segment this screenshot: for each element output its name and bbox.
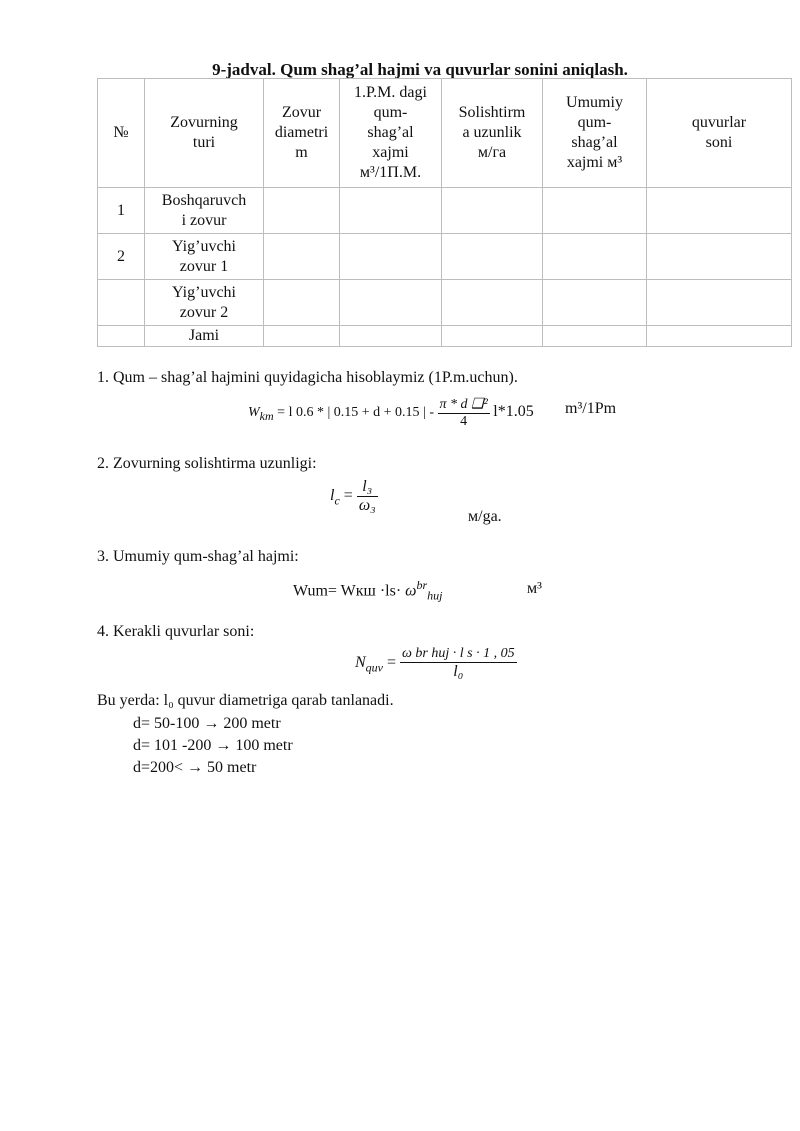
column-header-3: Zovur diametri m <box>264 79 340 188</box>
formula-2-unit: м/ga. <box>468 508 502 525</box>
cell-number <box>98 326 145 347</box>
cell-empty <box>442 234 543 280</box>
formula-2-den: ω₃ <box>358 497 376 514</box>
table-row <box>98 234 792 280</box>
cell-empty <box>340 326 442 347</box>
formula-3-main: Wum= Wкш ·ls· <box>293 582 402 600</box>
formula-1-unit: m³/1Pm <box>565 400 617 417</box>
column-header-5: Solishtirm a uzunlik м/га <box>442 79 543 188</box>
cell-number: 2 <box>98 234 145 280</box>
cell-empty <box>264 188 340 234</box>
cell-number <box>98 280 145 326</box>
column-header-1: № <box>98 79 145 188</box>
formula-4: $N_{quv}$ = $\frac{\text{ω br huj · l s · 1 , 05}}{\text{l₀}}$ <box>355 646 515 680</box>
table-header-row <box>98 79 792 188</box>
cell-number: 1 <box>98 188 145 234</box>
formula-4-n: N <box>355 654 366 672</box>
column-header-6: Umumiy qum- shag’al xajmi м³ <box>543 79 647 188</box>
cell-empty <box>264 326 340 347</box>
formula-1-tail: l*1.05 <box>493 403 534 421</box>
cell-empty <box>442 188 543 234</box>
cell-drain-type: Yig’uvchi zovur 2 <box>145 280 264 326</box>
paragraph-5: Bu yerda: l₀ quvur diametriga qarab tanlanadi. <box>97 692 394 709</box>
cell-drain-type: Boshqaruvch i zovur <box>145 188 264 234</box>
formula-1 <box>248 396 534 430</box>
cell-drain-type: Yig’uvchi zovur 1 <box>145 234 264 280</box>
formula-3-unit: м³ <box>527 580 542 597</box>
cell-empty <box>543 326 647 347</box>
formula-4-fraction <box>400 646 517 681</box>
formula-1-fraction <box>438 396 490 430</box>
paragraph-2: 2. Zovurning solishtirma uzunligi: <box>97 455 317 472</box>
diameter-rule-1: d= 50-100 → 200 metr <box>133 715 281 732</box>
table-row-total <box>98 326 792 347</box>
formula-2: $l_c$ = $\frac{\text{l₃}}{\text{ω₃}}$ <box>330 478 376 514</box>
formula-4-sub: quv <box>365 660 383 675</box>
formula-1-w: W <box>248 405 260 421</box>
formula-1-num: π * d ❑² <box>439 397 488 412</box>
paragraph-4: 4. Kerakli quvurlar soni: <box>97 623 255 640</box>
cell-empty <box>264 280 340 326</box>
formula-3-omega: ω <box>405 582 417 600</box>
paragraph-3: 3. Umumiy qum-shag’al hajmi: <box>97 548 299 565</box>
formula-2-fraction <box>357 478 378 515</box>
formula-1-body: = l 0.6 * | 0.15 + d + 0.15 | - <box>277 405 435 421</box>
cell-drain-type: Jami <box>145 326 264 347</box>
diameter-rule-2: d= 101 -200 → 100 metr <box>133 737 293 754</box>
paragraph-1: 1. Qum – shag’al hajmini quyidagicha hisoblaymiz (1P.m.uchun). <box>97 369 518 386</box>
cell-empty <box>647 326 792 347</box>
formula-3-sup: br <box>416 578 428 592</box>
formula-1-sub: km <box>259 409 274 424</box>
formula-4-num: ω br huj · l s · 1 , 05 <box>402 646 515 661</box>
cell-empty <box>647 280 792 326</box>
formula-1-den: 4 <box>460 414 468 429</box>
column-header-4: 1.P.M. dagi qum- shag’al xajmi м³/1П.М. <box>340 79 442 188</box>
cell-empty <box>264 234 340 280</box>
cell-empty <box>340 188 442 234</box>
cell-empty <box>543 280 647 326</box>
column-header-7: quvurlar soni <box>647 79 792 188</box>
cell-empty <box>647 188 792 234</box>
cell-empty <box>543 234 647 280</box>
formula-3 <box>293 578 442 604</box>
table-title: 9-jadval. Qum shag’al hajmi va quvurlar sonini aniqlash. <box>212 60 628 79</box>
cell-empty <box>340 280 442 326</box>
cell-empty <box>442 280 543 326</box>
formula-2-num: l₃ <box>357 478 378 497</box>
formula-4-den: l₀ <box>453 663 464 680</box>
cell-empty <box>340 234 442 280</box>
formula-2-l: l <box>330 487 335 505</box>
formula-2-sub: c <box>334 493 340 508</box>
table-row <box>98 280 792 326</box>
cell-empty <box>442 326 543 347</box>
cell-empty <box>647 234 792 280</box>
table-row <box>98 188 792 234</box>
data-table <box>97 78 792 347</box>
formula-3-sub: huj <box>427 588 443 603</box>
column-header-2: Zovurning turi <box>145 79 264 188</box>
cell-empty <box>543 188 647 234</box>
diameter-rule-3: d=200< → 50 metr <box>133 759 257 776</box>
